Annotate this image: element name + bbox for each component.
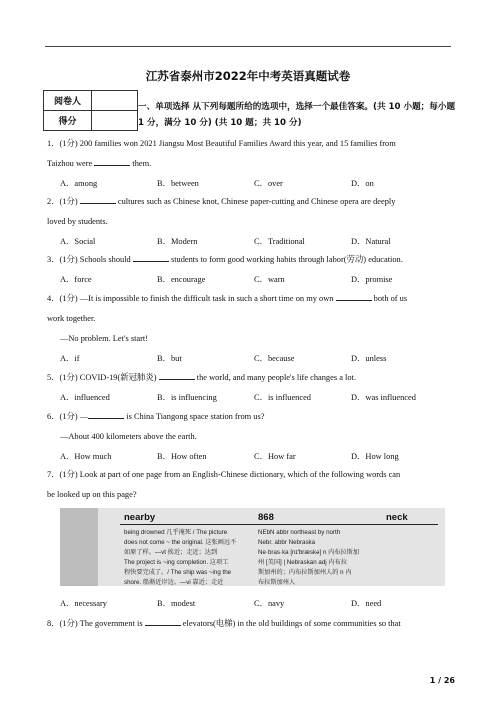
dict-page-number: 868 [258, 512, 274, 523]
option-c[interactable]: C．is influenced [254, 393, 311, 402]
option-b[interactable]: B．but [157, 354, 182, 363]
option-c[interactable]: C．How far [254, 452, 296, 461]
page-number: 1 / 26 [429, 676, 455, 685]
option-c[interactable]: C．Traditional [254, 237, 305, 246]
question-6 [47, 407, 452, 467]
question-7-options [47, 594, 452, 614]
option-a[interactable]: A．How much [60, 452, 112, 461]
score-table [43, 90, 138, 131]
option-c[interactable]: C．warn [254, 275, 285, 284]
question-stem: 7．(1分) Look at part of one page from an English-Chinese dictionary, which of the following words can [47, 470, 401, 479]
question-4 [47, 289, 452, 369]
stem-text: the world, and many people's life changes a lot. [194, 373, 356, 382]
question-continuation: be looked up on this page? [47, 490, 137, 499]
score-cell [92, 111, 138, 131]
stem-text: 3．(1分) Schools should [47, 255, 133, 264]
stem-text: cultures such as Chinese knot, Chinese paper-cutting and Chinese opera are deeply [115, 197, 396, 206]
dict-line: 布拉斯加州人 [258, 579, 296, 586]
stem-text: 5．(1分) COVID-19(新冠肺炎) [47, 373, 159, 382]
grader-label: 阅卷人 [44, 91, 92, 111]
option-a[interactable]: A．necessary [60, 599, 107, 608]
dialog-reply: —No problem. Let's start! [60, 334, 149, 343]
options-row [47, 388, 452, 408]
stem-text: 6．(1分) — [47, 412, 89, 421]
question-stem: 1．(1分) 200 families won 2021 Jiangsu Most Beautiful Families Award this year, and 15 families from [47, 139, 396, 148]
option-d[interactable]: D．promise [351, 275, 393, 284]
question-stem [47, 289, 452, 309]
question-stem [47, 368, 452, 388]
options-row [47, 270, 452, 290]
option-b[interactable]: B．between [157, 179, 199, 188]
option-a[interactable]: A．influenced [60, 393, 110, 402]
question-stem [47, 250, 452, 270]
option-b[interactable]: B．encourage [157, 275, 206, 284]
stem-text: them. [130, 159, 152, 168]
dict-line: being drowned 几乎淹死 / The picture [124, 529, 228, 536]
stem-text: 2．(1分) [47, 197, 80, 206]
stem-text: Taizhou were [47, 159, 95, 168]
answer-blank [80, 194, 116, 204]
dict-header-rule [120, 524, 438, 525]
dict-line: The project is ~ing completion. 这项工 [124, 559, 229, 566]
option-b[interactable]: B．is influencing [157, 393, 217, 402]
option-d[interactable]: D．Natural [351, 237, 391, 246]
option-d[interactable]: D．on [351, 179, 374, 188]
option-d[interactable]: D．unless [351, 354, 387, 363]
question-2 [47, 192, 452, 252]
answer-blank [88, 409, 124, 419]
section-heading: 一、单项选择 从下列每题所给的选项中，选择一个最佳答案。(共 10 小题；每小题 1 分，满分 10 分) (共 10 题；共 10 分) [138, 102, 456, 128]
option-a[interactable]: A．force [60, 275, 92, 284]
option-d[interactable]: D．need [351, 599, 382, 608]
dict-line: shore. 船渐近岸边。—vi 靠近；走近 [124, 579, 224, 586]
question-stem [47, 192, 452, 212]
stem-text: both of us [371, 294, 408, 303]
options-row [47, 349, 452, 369]
question-7 [47, 465, 452, 505]
dict-line: does not come ~ the original. 这张画远不 [124, 539, 237, 546]
answer-blank [336, 291, 372, 301]
question-3 [47, 250, 452, 290]
option-a[interactable]: A．if [60, 354, 80, 363]
dialog-reply: —About 400 kilometers above the earth. [60, 432, 197, 441]
options-row [47, 174, 452, 194]
grader-cell [92, 91, 138, 111]
dict-column-left [124, 528, 248, 586]
question-continuation: loved by students. [47, 217, 108, 226]
options-row [47, 232, 452, 252]
answer-blank [133, 252, 169, 262]
score-label: 得分 [44, 111, 92, 131]
stem-text: elevators(电梯) in the old buildings of some communities so that [180, 619, 401, 628]
page-title: 江苏省泰州市2022年中考英语真题试卷 [145, 69, 351, 83]
dict-column-right [258, 528, 438, 586]
page-shadow [60, 508, 98, 586]
question-continuation [47, 154, 452, 174]
stem-text: students to form good working habits through labor(劳动) education. [168, 255, 403, 264]
options-row [47, 594, 452, 614]
dict-line: 如原了样。—vt 挨近；走近；达到 [124, 549, 218, 556]
option-c[interactable]: C．over [254, 179, 283, 188]
header-rule [45, 46, 451, 47]
dict-line: NEbN abbr northeast by north [258, 529, 341, 536]
option-d[interactable]: D．How long [351, 452, 399, 461]
stem-text: 8．(1分) The government is [47, 619, 145, 628]
answer-blank [145, 616, 181, 626]
stem-text: 4．(1分) —It is impossible to finish the difficult task in such a short time on my own [47, 294, 336, 303]
option-b[interactable]: B．modest [157, 599, 196, 608]
dict-left-guideword: nearby [124, 512, 156, 523]
option-c[interactable]: C．because [254, 354, 295, 363]
dict-line: Nebr. abbr Nebraska [258, 539, 316, 546]
question-1 [47, 134, 452, 194]
option-b[interactable]: B．Modern [157, 237, 198, 246]
dict-right-guideword: neck [386, 512, 408, 523]
option-b[interactable]: B．How often [157, 452, 207, 461]
question-5 [47, 368, 452, 408]
options-row [47, 447, 452, 467]
question-continuation: work together. [47, 314, 96, 323]
option-a[interactable]: A．Social [60, 237, 96, 246]
stem-text: is China Tiangong space station from us? [124, 412, 265, 421]
dictionary-page-image [60, 508, 445, 586]
option-c[interactable]: C．navy [254, 599, 285, 608]
question-stem [47, 407, 452, 427]
dict-line: Ne·bras·ka [nɪ'bræskə] n 内布拉斯加 [258, 549, 360, 556]
dict-line: 斯加州的；内布拉斯加州人的 n 内 [258, 569, 352, 576]
dict-line: 程快要完成了。/ The ship was ~ing the [124, 569, 232, 576]
option-a[interactable]: A．among [60, 179, 98, 188]
question-stem [47, 614, 452, 634]
question-8 [47, 614, 452, 634]
answer-blank [159, 370, 195, 380]
dict-line: 州 [美国] | Nebraskan adj 内布拉 [258, 559, 347, 566]
option-d[interactable]: D．was influenced [351, 393, 416, 402]
answer-blank [94, 156, 130, 166]
